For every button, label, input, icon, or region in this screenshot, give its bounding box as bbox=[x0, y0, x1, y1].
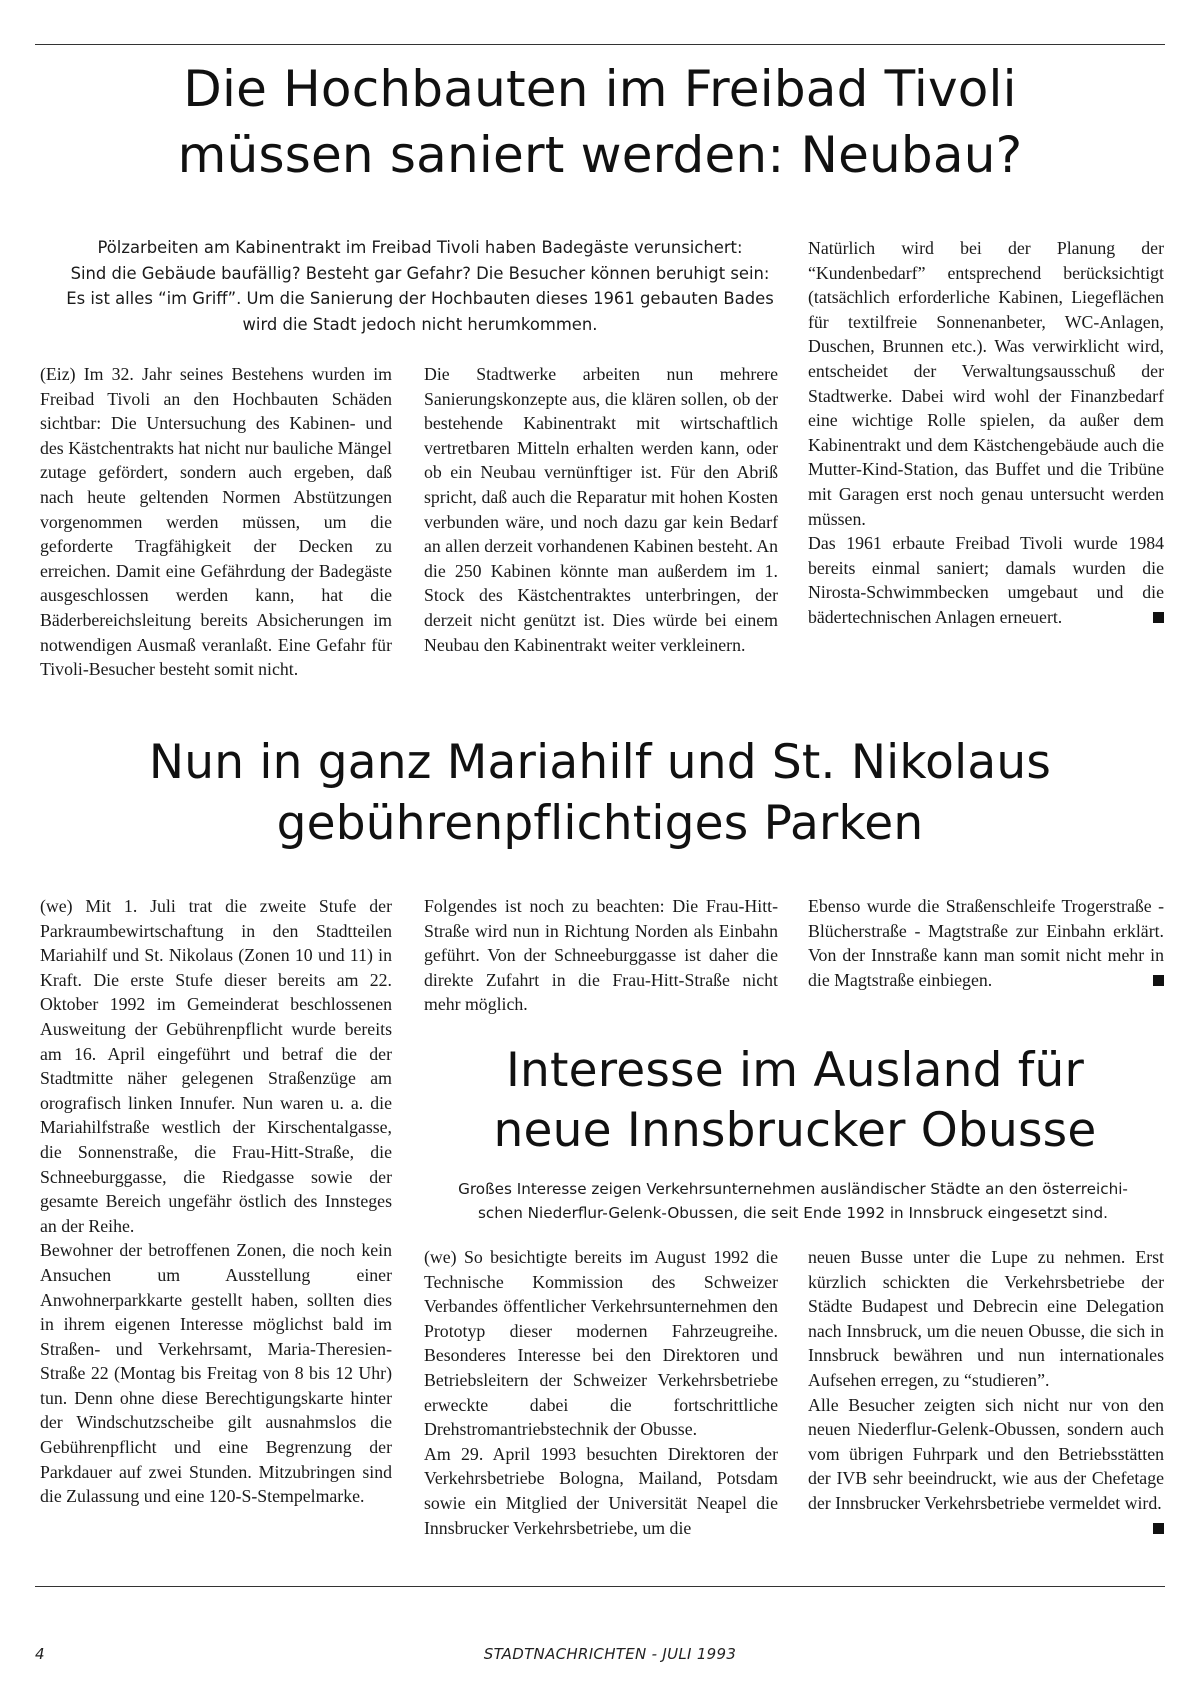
article1-lead bbox=[40, 235, 800, 337]
article1-headline-line2: müssen saniert werden: Neubau? bbox=[177, 126, 1023, 184]
article1-headline-line1: Die Hochbauten im Freibad Tivoli bbox=[183, 60, 1017, 118]
top-rule bbox=[35, 44, 1165, 45]
article2-col3-text: Ebenso wurde die Straßenschleife Trogerstraße - Blücherstraße - Magtstraße zur Einbahn erklärt. Von der Innstraße kann man somit nicht mehr in die Magtstraße einbiegen. bbox=[808, 896, 1164, 990]
article1-lead-line: wird die Stadt jedoch nicht herumkommen. bbox=[242, 314, 598, 334]
article1-headline bbox=[30, 56, 1170, 188]
article1-col2-text: Die Stadtwerke arbeiten nun mehrere Sanierungskonzepte aus, die klären sollen, ob der bestehende Kabinentrakt mit wirtschaftlich vertretbaren Mitteln erhalten werden kann, oder ob ein Neubau vernünftiger ist. Für den Abriß spricht, daß auch die Reparatur mit hohen Kosten verbunden wäre, und noch dazu gar kein Bedarf an allen derzeit vorhandenen Kabinen besteht. An die 250 Kabinen könnte man außerdem im 1. Stock des Kästchentraktes unterbringen, der derzeit nicht genützt ist. Dies würde bei einem Neubau den Kabinentrakt weiter verkleinern. bbox=[424, 364, 779, 655]
publication-footer: STADTNACHRICHTEN - JULI 1993 bbox=[483, 1645, 737, 1663]
article3-lead-line: Großes Interesse zeigen Verkehrsunternehmen ausländischer Städte an den österreichi- bbox=[458, 1180, 1128, 1198]
article1-col3-paragraph-2: Das 1961 erbaute Freibad Tivoli wurde 1984 bereits einmal saniert; damals wurden die Nirosta-Schwimmbecken umgebaut und die bädertechnischen Anlagen erneuert. bbox=[808, 533, 1164, 627]
article1-column-2 bbox=[424, 362, 778, 657]
article3-col1-paragraph-1: (we) So besichtigte bereits im August 1992 die Technische Kommission des Schweizer Verbandes öffentlicher Verkehrsunternehmen den Prototyp dieser modernen Fahrzeugreihe. Besonderes Interesse bei den Direktoren und Betriebsleitern der Schweizer Verkehrsbetriebe erweckte dabei die fortschrittliche Drehstromantriebstechnik der Obusse. bbox=[424, 1247, 778, 1440]
article3-col2-paragraph-1: neuen Busse unter die Lupe zu nehmen. Erst kürzlich schickten die Verkehrsbetriebe der Städte Budapest und Debrecin eine Delegation nach Innsbruck, um die neuen Obusse, die sich in Innsbruck bewähren und nun internationales Aufsehen erregen, zu “studieren”. bbox=[808, 1247, 1164, 1390]
article3-lead-line: schen Niederflur-Gelenk-Obussen, die seit Ende 1992 in Innsbruck eingesetzt sind. bbox=[478, 1204, 1108, 1222]
article3-headline-line2: neue Innsbrucker Obusse bbox=[493, 1103, 1097, 1158]
article2-headline bbox=[30, 732, 1170, 854]
article2-col1-paragraph-1: (we) Mit 1. Juli trat die zweite Stufe der Parkraumbewirtschaftung in den Stadtteilen Mariahilf und St. Nikolaus (Zonen 10 und 11) in Kraft. Die erste Stufe dieser bereits am 22. Oktober 1992 im Gemeinderat beschlossenen Ausweitung der Gebührenpflicht wurde bereits am 16. April eingeführt und betraf die der Stadtmitte näher gelegenen Straßenzüge am orografisch linken Innufer. Nun waren u. a. die Mariahilfstraße westlich der Kirschentalgasse, die Sonnenstraße, die Frau-Hitt-Straße, die Schneeburggasse, die Riedgasse sowie der gesamte Bereich ungefähr östlich des Innsteges an der Reihe. bbox=[40, 896, 392, 1236]
article2-headline-line1: Nun in ganz Mariahilf und St. Nikolaus bbox=[148, 735, 1052, 790]
article2-column-2 bbox=[424, 894, 778, 1017]
bottom-rule bbox=[35, 1586, 1165, 1587]
article3-headline bbox=[430, 1041, 1160, 1161]
end-of-article-mark bbox=[1153, 975, 1164, 986]
article1-lead-line: Sind die Gebäude baufällig? Besteht gar Gefahr? Die Besucher können beruhigt sein: bbox=[70, 263, 770, 283]
article1-column-1 bbox=[40, 362, 392, 682]
page-number: 4 bbox=[35, 1645, 45, 1663]
article3-lead bbox=[418, 1177, 1168, 1225]
article3-column-1 bbox=[424, 1245, 778, 1540]
end-of-article-mark bbox=[1153, 612, 1164, 623]
article3-col2-paragraph-2: Alle Besucher zeigten sich nicht nur von den neuen Niederflur-Gelenk-Obussen, sondern auch vom übrigen Fuhrpark und den Betriebsstätten der IVB sehr beeindruckt, wie aus der Chefetage der Innsbrucker Verkehrsbetriebe vermeldet wird. bbox=[808, 1394, 1164, 1513]
article1-col3-paragraph-1: Natürlich wird bei der Planung der “Kundenbedarf” entsprechend berücksichtigt (tatsächlich erforderliche Kabinen, Liegeflächen für textilfreie Sonnenanbeter, WC-Anlagen, Duschen, Brunnen etc.). Was verwirklicht wird, entscheidet der Verwaltungsausschuß der Stadtwerke. Dabei wird wohl der Finanzbedarf eine wichtige Rolle spielen, da außer dem Kabinentrakt und dem Kästchengebäude auch die Mutter-Kind-Station, das Buffet und die Tribüne mit Garagen erst noch genau untersucht werden müssen. bbox=[808, 238, 1164, 529]
article1-lead-line: Pölzarbeiten am Kabinentrakt im Freibad Tivoli haben Badegäste verunsichert: bbox=[97, 238, 743, 257]
article2-column-1 bbox=[40, 894, 392, 1509]
article2-column-3 bbox=[808, 894, 1164, 992]
article2-col2-text: Folgendes ist noch zu beachten: Die Frau-Hitt-Straße wird nun in Richtung Norden als Einbahn geführt. Von der Schneeburggasse ist daher die direkte Zufahrt in die Frau-Hitt-Straße nicht mehr möglich. bbox=[424, 896, 778, 1015]
article3-headline-line1: Interesse im Ausland für bbox=[505, 1043, 1085, 1098]
article2-headline-line2: gebührenpflichtiges Parken bbox=[276, 796, 924, 851]
end-of-article-mark bbox=[1153, 1523, 1164, 1534]
article2-col1-paragraph-2: Bewohner der betroffenen Zonen, die noch kein Ansuchen um Ausstellung einer Anwohnerparkkarte gestellt haben, sollten dies in ihrem eigenen Interesse möglichst bald im Straßen- und Verkehrsamt, Maria-Theresien-Straße 22 (Montag bis Freitag von 8 bis 12 Uhr) tun. Denn ohne diese Berechtigungskarte hinter der Windschutzscheibe gilt ausnahmslos die Gebührenpflicht und eine Begrenzung der Parkdauer auf zwei Stunden. Mitzubringen sind die Zulassung und eine 120-S-Stempelmarke. bbox=[40, 1240, 392, 1507]
article1-lead-line: Es ist alles “im Griff”. Um die Sanierung der Hochbauten dieses 1961 gebauten Bades bbox=[66, 289, 774, 308]
article1-col1-text: (Eiz) Im 32. Jahr seines Bestehens wurden im Freibad Tivoli an den Hochbauten Schäden sichtbar: Die Untersuchung des Kabinen- und des Kästchentrakts hat nicht nur bauliche Mängel zutage gefördert, sondern auch ergeben, daß nach heute geltenden Normen Abstützungen vorgenommen werden müssen, um die geforderte Tragfähigkeit der Decken zu erreichen. Damit eine Gefährdung der Badegäste ausgeschlossen werden kann, hat die Bäderbereichsleitung bereits Absicherungen im notwendigen Ausmaß veranlaßt. Eine Gefahr für Tivoli-Besucher besteht somit nicht. bbox=[40, 364, 392, 680]
article1-column-3 bbox=[808, 236, 1164, 630]
article3-col1-paragraph-2: Am 29. April 1993 besuchten Direktoren der Verkehrsbetriebe Bologna, Mailand, Potsdam sowie ein Mitglied der Universität Neapel die Innsbrucker Verkehrsbetriebe, um die bbox=[424, 1443, 778, 1538]
article3-column-2 bbox=[808, 1245, 1164, 1534]
